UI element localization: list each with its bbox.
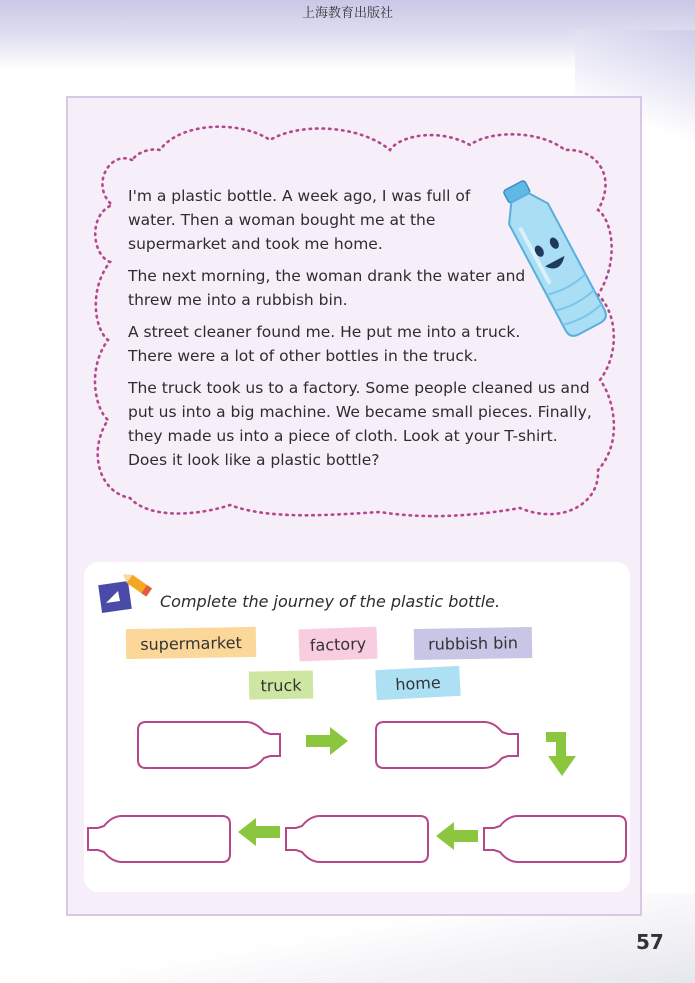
word-tag-factory[interactable]: factory <box>298 627 377 662</box>
answer-slot[interactable] <box>286 816 428 862</box>
answer-slot[interactable] <box>484 816 626 862</box>
answer-slot[interactable] <box>138 722 280 768</box>
word-tag-supermarket[interactable]: supermarket <box>126 627 257 659</box>
word-tag-truck[interactable]: truck <box>249 670 313 699</box>
page-number: 57 <box>636 930 664 954</box>
activity-instruction: Complete the journey of the plastic bottle. <box>160 592 501 611</box>
arrow-left-icon <box>436 822 478 850</box>
arrow-down-icon <box>546 732 576 776</box>
story-paragraph: The truck took us to a factory. Some people cleaned us and put us into a big machine. We became small pieces. Finally, they made us into a piece of cloth. Look at your T-shirt. Does it look like a plastic bottle? <box>128 379 592 469</box>
arrow-right-icon <box>306 727 348 755</box>
answer-slot[interactable] <box>88 816 230 862</box>
arrow-left-icon <box>238 818 280 846</box>
publisher-name: 上海教育出版社 <box>301 6 393 21</box>
answer-slot[interactable] <box>376 722 518 768</box>
story-paragraph: A street cleaner found me. He put me into a truck. There were a lot of other bottles in the truck. <box>128 323 521 365</box>
story-paragraph: I'm a plastic bottle. A week ago, I was full of water. Then a woman bought me at the supermarket and took me home. <box>128 187 471 253</box>
story-paragraph: The next morning, the woman drank the water and threw me into a rubbish bin. <box>128 267 526 309</box>
word-tag-rubbish-bin[interactable]: rubbish bin <box>414 627 533 660</box>
word-tag-home[interactable]: home <box>375 666 460 700</box>
